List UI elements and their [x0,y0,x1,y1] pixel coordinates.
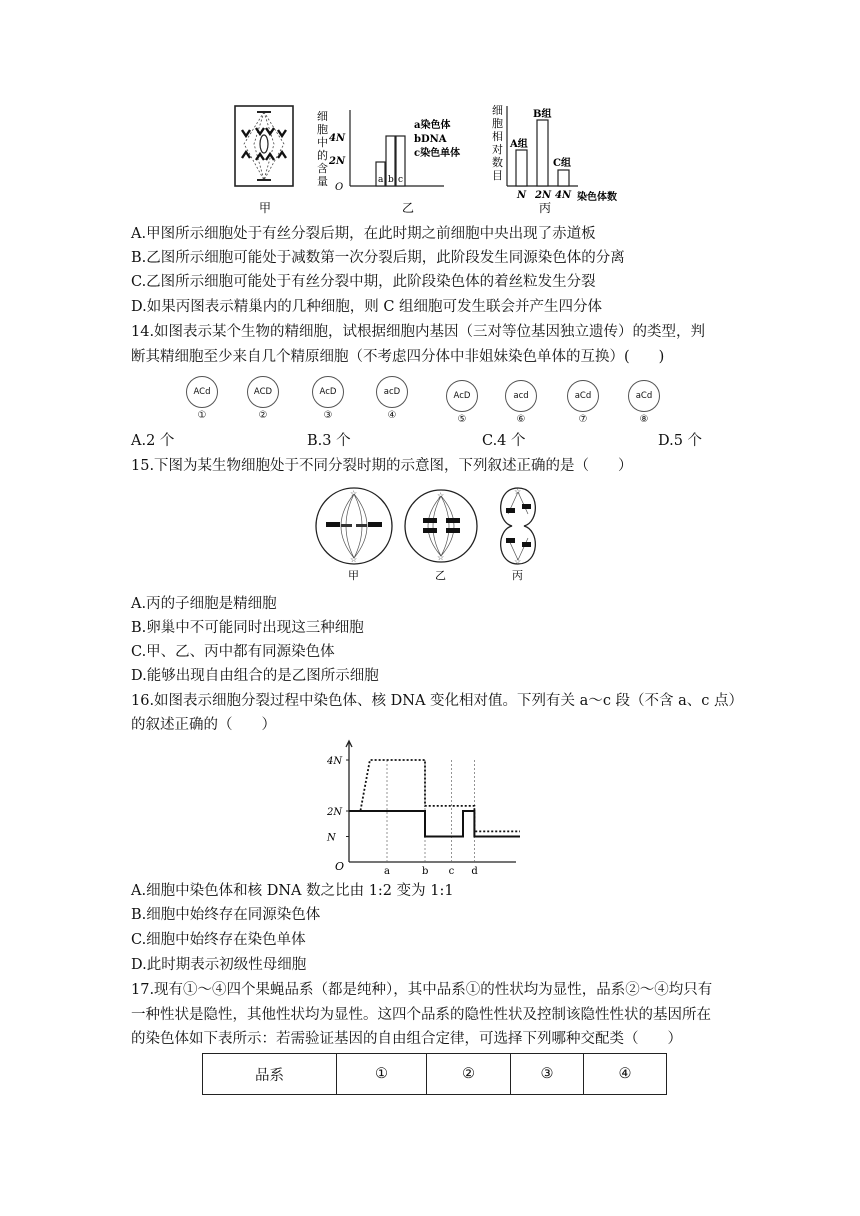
q15-label-jia: 甲 [348,569,359,582]
svg-text:☆: ☆ [514,487,522,496]
q15-cell-jia [316,488,392,564]
bing-bar-a [516,150,527,186]
bing-bar-chart [492,104,617,215]
sperm-cell-3 [312,376,344,421]
cell-number: ④ [387,410,397,421]
cell-number: ⑧ [639,414,649,425]
sperm-cell-6 [505,380,537,425]
bing-ylabel-char: 相 [492,130,503,143]
q14-stem-line2: 断其精细胞至少来自几个精原细胞（不考虑四分体中非姐妹染色单体的互换）( ) [131,349,665,365]
yi-legend-b: bDNA [414,134,447,145]
q16-option-d: D.此时期表示初级性母细胞 [131,957,307,973]
table-header-cell: ③ [511,1054,584,1095]
table-header-cell: ① [337,1054,427,1095]
x-tick-label: d [471,866,478,877]
svg-text:☆: ☆ [437,553,445,562]
bing-xtick-n: N [517,190,527,201]
cell-number: ③ [323,410,333,421]
yi-ylabel-char: 含 [317,162,328,175]
sperm-cell-2 [247,376,279,421]
svg-text:☆: ☆ [437,491,445,500]
table-header-cell: ② [427,1054,511,1095]
yi-ylabel-char: 胞 [317,123,328,136]
sperm-cell-8 [628,380,660,425]
x-tick-label: a [384,866,390,877]
q14-option-b: B.3 个 [307,433,351,449]
q17-table [202,1053,667,1095]
q14-option-a: A.2 个 [131,433,175,449]
q15-option-d: D.能够出现自由组合的是乙图所示细胞 [131,668,379,684]
cell-genotype: acd [505,380,537,412]
y-tick-label: 4N [327,756,343,767]
origin-label: O [335,860,345,873]
cell-number: ⑥ [516,414,526,425]
cell-number: ② [258,410,268,421]
q14-stem-line1: 14.如图表示某个生物的精细胞，试根据细胞内基因（三对等位基因独立遗传）的类型，判 [131,324,706,340]
yi-ylabel-char: 量 [317,175,328,188]
yi-label: 乙 [402,201,415,215]
bar-b-label: b [388,175,394,185]
q13-figure [226,100,646,218]
sperm-cell-1 [186,376,218,421]
q13-option-a: A.甲图所示细胞处于有丝分裂后期，在此时期之前细胞中央出现了赤道板 [131,226,596,242]
q13-option-b: B.乙图所示细胞可能处于减数第一次分裂后期，此阶段发生同源染色体的分离 [131,250,625,266]
yi-tick-2n: 2N [329,156,346,167]
yi-ylabel-char: 的 [317,149,328,162]
q15-label-yi: 乙 [435,569,446,582]
bing-bar-b [537,120,548,186]
q17-stem-line2: 一种性状是隐性，其他性状均为显性。这四个品系的隐性性状及控制该隐性性状的基因所在 [131,1007,711,1023]
bing-group-a: A组 [510,139,528,150]
y-tick-label: N [327,832,336,844]
yi-ylabel-char: 细 [317,110,328,123]
cell-genotype: ACD [247,376,279,408]
q15-cell-yi [405,490,477,562]
yi-bar-chart [317,110,460,215]
bar-a-label: a [378,175,384,185]
yi-legend-c: c染色单体 [414,148,461,159]
bing-bar-c [558,170,569,186]
q13-option-d: D.如果丙图表示精巢内的几种细胞，则 C 组细胞可发生联会并产生四分体 [131,299,603,315]
y-tick-label: 2N [327,807,343,818]
sperm-cell-4 [376,376,408,421]
svg-text:☆: ☆ [350,489,358,498]
q16-option-a: A.细胞中染色体和核 DNA 数之比由 1:2 变为 1:1 [131,883,454,899]
q15-label-bing: 丙 [512,569,523,582]
bing-group-b: B组 [533,109,552,120]
cell-number: ⑤ [457,414,467,425]
bing-ylabel-char: 细 [492,104,503,117]
q15-figure [314,484,554,582]
q16-stem-line1: 16.如图表示细胞分裂过程中染色体、核 DNA 变化相对值。下列有关 a～c 段（不含 a、c 点） [131,693,744,709]
bing-group-c: C组 [553,158,571,169]
series-line-dotted [349,760,520,831]
q15-option-b: B.卵巢中不可能同时出现这三种细胞 [131,620,364,636]
q15-option-c: C.甲、乙、丙中都有同源染色体 [131,644,335,660]
x-tick-label: b [422,866,429,877]
yi-legend-a: a染色体 [414,120,451,131]
q17-stem-line1: 17.现有①～④四个果蝇品系（都是纯种），其中品系①的性状均为显性，品系②～④均只有 [131,982,713,998]
q17-stem-line3: 的染色体如下表所示：若需验证基因的自由组合定律，可选择下列哪种交配类（ ） [131,1031,682,1047]
q13-option-c: C.乙图所示细胞可能处于有丝分裂中期，此阶段染色体的着丝粒发生分裂 [131,274,596,290]
q16-option-b: B.细胞中始终存在同源染色体 [131,907,321,923]
bing-ylabel-char: 对 [492,143,503,156]
svg-text:☆: ☆ [514,557,522,566]
q16-line-chart [320,738,520,880]
sperm-cell-7 [567,380,599,425]
bing-xlabel: 染色体数 [577,192,617,203]
yi-origin: O [335,182,344,193]
cell-genotype: AcD [312,376,344,408]
q15-stem: 15.下图为某生物细胞处于不同分裂时期的示意图，下列叙述正确的是（ ） [131,458,633,474]
bar-c-label: c [398,175,404,185]
table-header-cell: 品系 [203,1054,337,1095]
bing-xtick-4n: 4N [555,190,572,201]
bing-xtick-2n: 2N [535,190,552,201]
cell-genotype: aCd [567,380,599,412]
x-tick-label: c [448,866,455,877]
bing-ylabel-char: 目 [492,169,503,182]
table-header-row [203,1054,667,1095]
sperm-cell-5 [446,380,478,425]
svg-text:☆: ☆ [350,555,358,564]
cell-genotype: ACd [186,376,218,408]
q14-option-d: D.5 个 [658,433,703,449]
cell-genotype: aCd [628,380,660,412]
jia-label: 甲 [259,201,272,215]
cell-number: ① [197,410,207,421]
table-header-cell: ④ [584,1054,667,1095]
bing-label: 丙 [539,201,552,215]
cell-number: ⑦ [578,414,588,425]
bing-ylabel-char: 胞 [492,117,503,130]
q14-option-c: C.4 个 [482,433,526,449]
cell-genotype: AcD [446,380,478,412]
series-line-solid [349,811,520,837]
cell-genotype: acD [376,376,408,408]
q15-option-a: A.丙的子细胞是精细胞 [131,596,277,612]
q16-stem-line2: 的叙述正确的（ ） [131,717,276,733]
yi-ylabel-char: 中 [317,136,328,149]
yi-tick-4n: 4N [329,133,346,144]
bing-ylabel-char: 数 [492,156,503,169]
q16-option-c: C.细胞中始终存在染色单体 [131,932,306,948]
jia-cell-diagram [235,106,293,186]
q15-cell-bing [501,487,536,566]
